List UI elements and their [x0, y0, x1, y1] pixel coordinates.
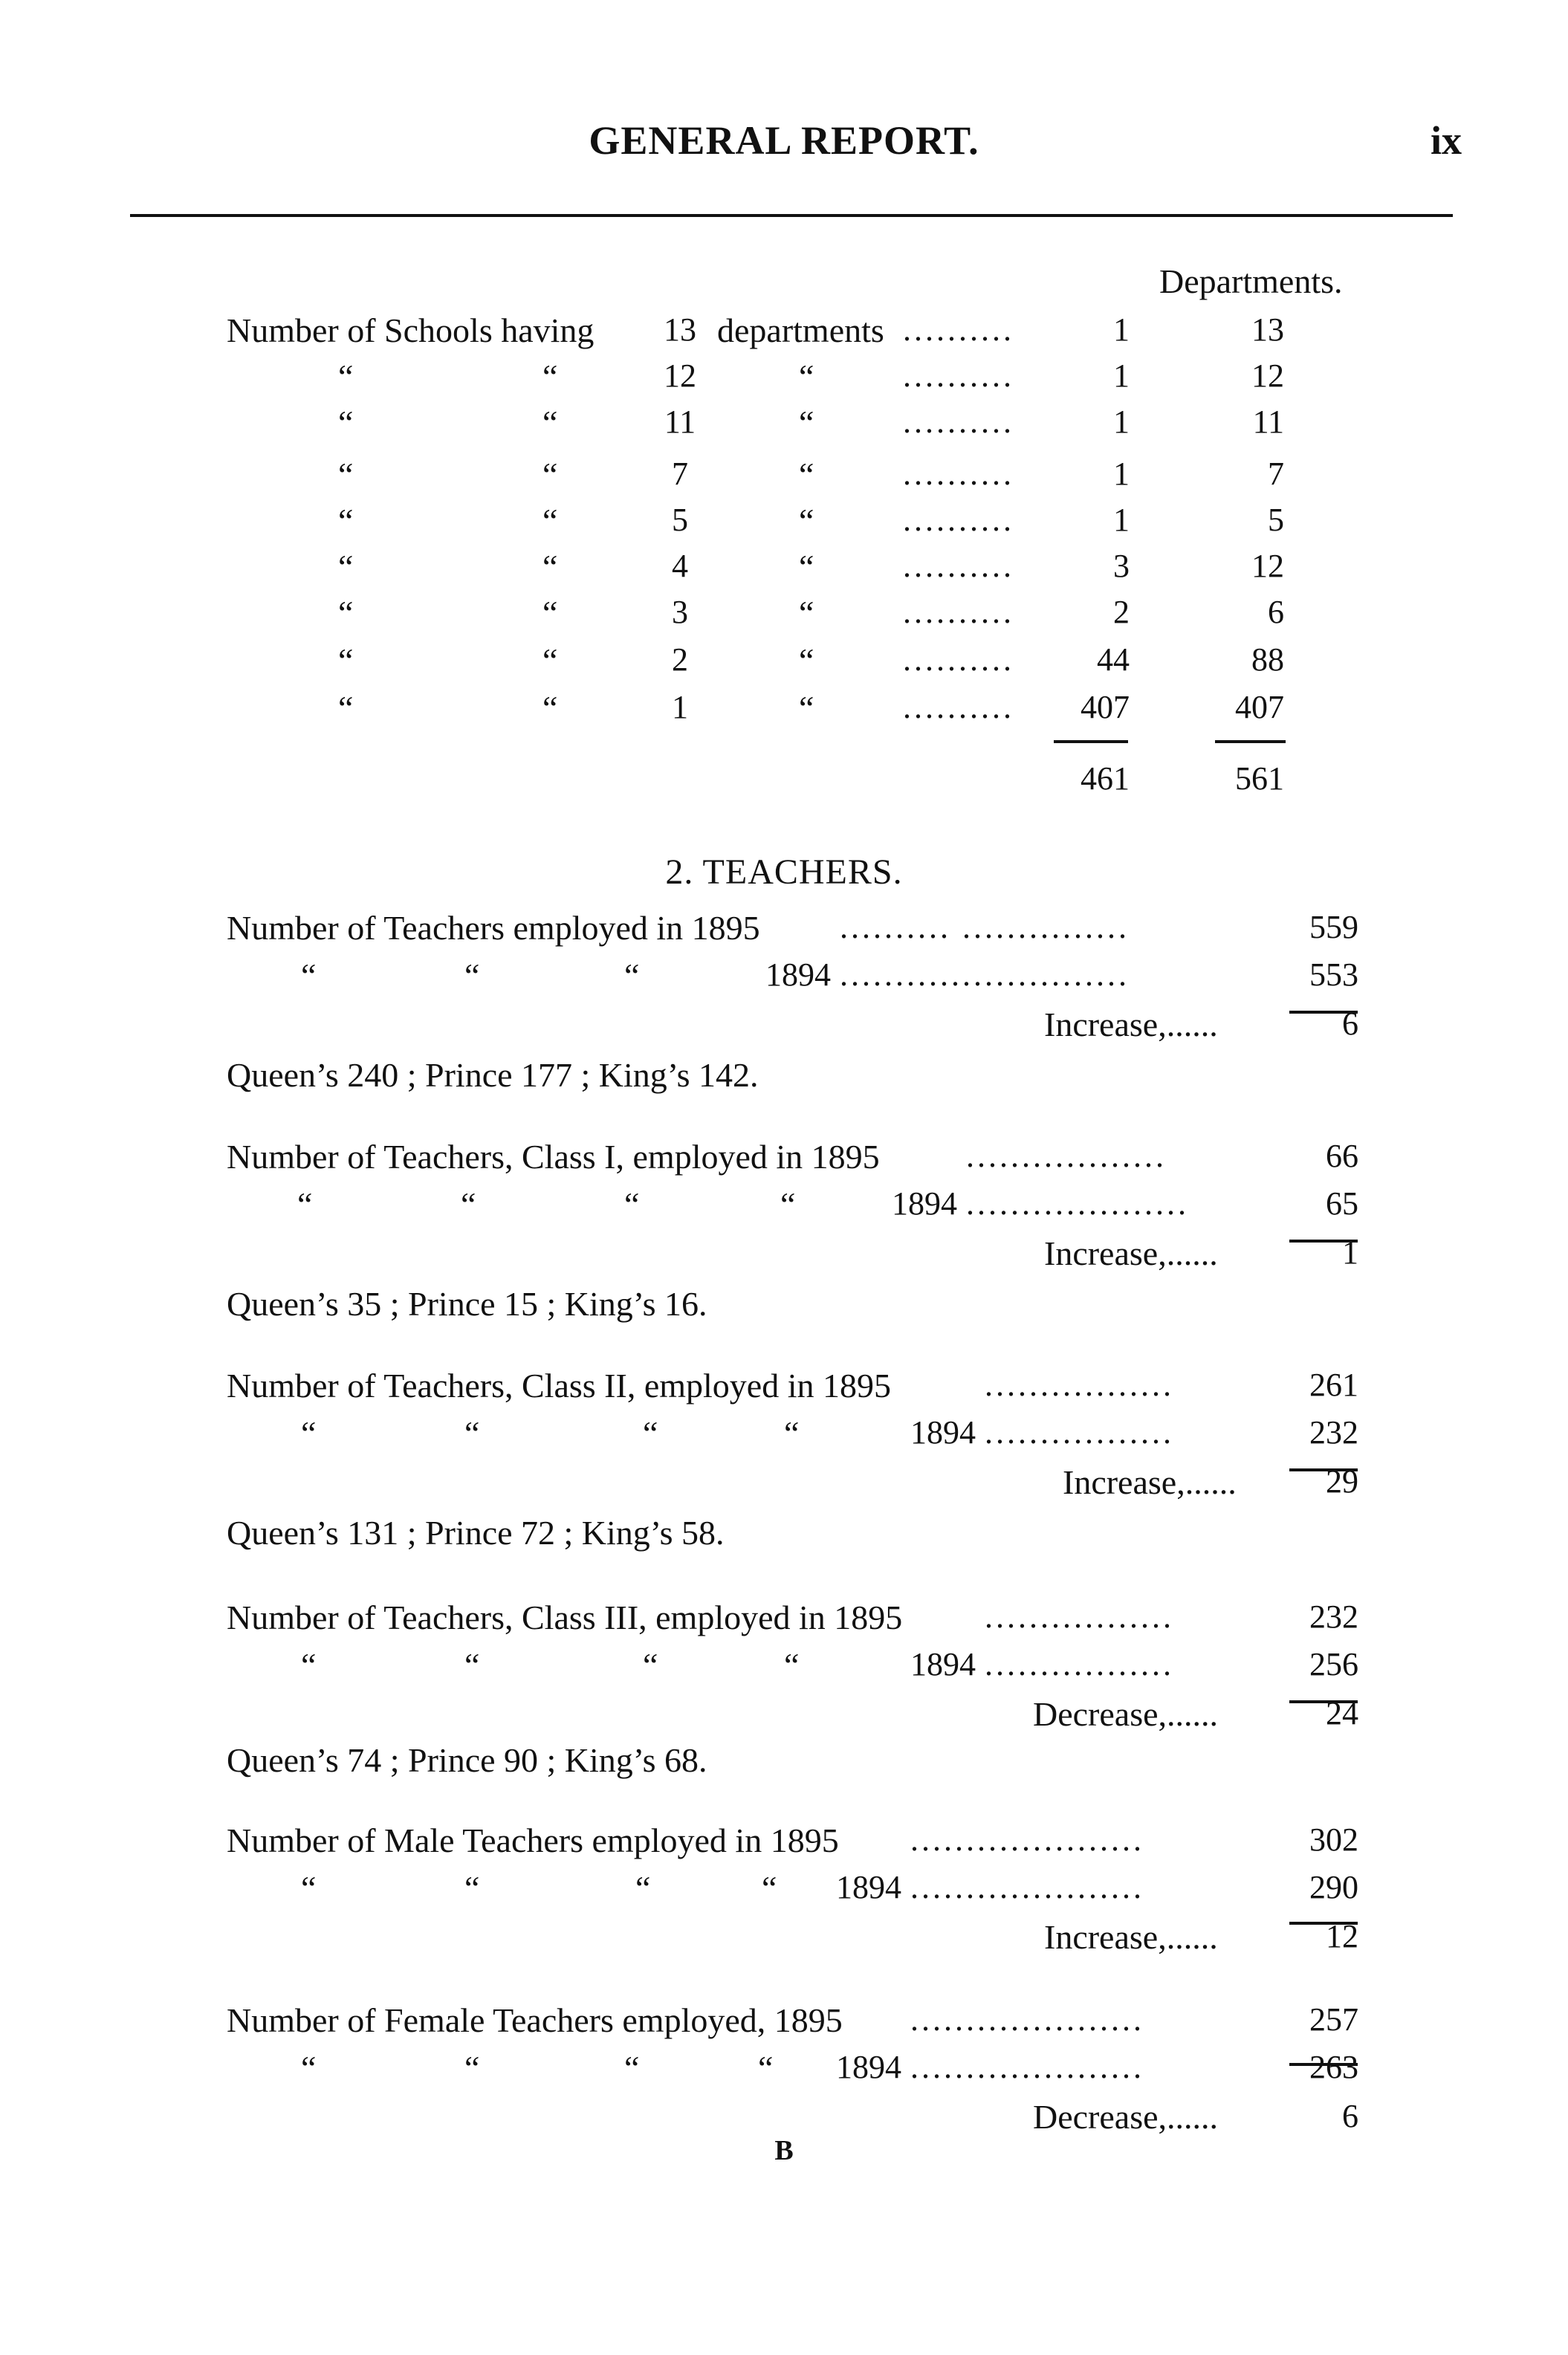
teacher-stat-label: Number of Male Teachers employed in 1895: [227, 1821, 839, 1859]
ditto-mark: “: [464, 1646, 480, 1684]
ditto-mark: “: [635, 1869, 651, 1907]
department-count: 2: [672, 641, 688, 678]
dot-leader: ..........: [903, 404, 1014, 440]
change-label: Increase,......: [1044, 1234, 1218, 1272]
departments-column-header: Departments.: [1159, 262, 1343, 300]
dot-leader: ..........: [903, 311, 1014, 348]
dot-leader: .................: [985, 1598, 1174, 1635]
ditto-mark: “: [542, 357, 558, 395]
ditto-mark: “: [301, 1869, 317, 1907]
department-count: 4: [672, 548, 688, 584]
section-title: 2. TEACHERS.: [665, 852, 903, 892]
ditto-mark: “: [297, 1185, 313, 1223]
change-value: 6: [1342, 1005, 1358, 1042]
ditto-mark: “: [301, 956, 317, 994]
ditto-mark: “: [542, 548, 558, 586]
sum-rule-departments: [1215, 740, 1286, 743]
value-1894: 263: [1309, 2049, 1358, 2085]
ditto-mark: “: [338, 357, 354, 395]
ditto-mark: “: [338, 456, 354, 493]
value-1894: 232: [1309, 1414, 1358, 1451]
change-label: Decrease,......: [1033, 2098, 1219, 2136]
teacher-stat-label: Number of Female Teachers employed, 1895: [227, 2001, 843, 2039]
year-label: 1894: [910, 1414, 976, 1451]
ditto-mark: “: [784, 1646, 800, 1684]
value-1895: 66: [1326, 1138, 1358, 1174]
school-count: 44: [1097, 641, 1130, 678]
department-total: 12: [1251, 548, 1284, 584]
value-1895: 302: [1309, 1821, 1358, 1858]
dot-leader: .....................: [910, 1821, 1144, 1858]
ditto-mark: “: [542, 502, 558, 540]
dot-leader: ..................: [966, 1138, 1167, 1174]
year-label: 1894: [765, 956, 831, 993]
ditto-mark: “: [338, 641, 354, 679]
year-label: 1894: [910, 1646, 976, 1682]
sum-rule-schools: [1054, 740, 1128, 743]
dot-leader: ..........................: [840, 956, 1130, 993]
department-total: 5: [1268, 502, 1284, 538]
ditto-mark: “: [301, 1646, 317, 1684]
ditto-mark: “: [338, 548, 354, 586]
ditto-mark: “: [643, 1646, 658, 1684]
ditto-mark: “: [338, 502, 354, 540]
change-value: 29: [1326, 1463, 1358, 1500]
schools-sum: 461: [1081, 760, 1130, 797]
department-total: 11: [1252, 404, 1284, 440]
school-count: 407: [1081, 689, 1130, 725]
year-label: 1894: [836, 1869, 901, 1905]
teacher-stat-label: Number of Teachers, Class III, employed in 1895: [227, 1598, 903, 1636]
year-label: 1894: [892, 1185, 957, 1222]
dot-leader: ..........: [903, 456, 1014, 492]
ditto-mark: “: [464, 956, 480, 994]
dot-leader: .................: [985, 1646, 1174, 1682]
page-title: GENERAL REPORT.: [589, 118, 979, 163]
value-1895: 257: [1309, 2001, 1358, 2038]
teacher-stat-label: Number of Teachers, Class I, employed in 1895: [227, 1138, 880, 1176]
ditto-mark: “: [464, 1869, 480, 1907]
ditto-mark: “: [338, 594, 354, 632]
dot-leader: .................: [985, 1367, 1174, 1403]
header-rule: [130, 214, 1453, 217]
change-value: 12: [1326, 1918, 1358, 1954]
school-count: 1: [1113, 456, 1130, 492]
dot-leader: ..........: [903, 502, 1014, 538]
department-count: 13: [664, 311, 696, 348]
ditto-mark: “: [799, 404, 814, 441]
ditto-mark: “: [799, 594, 814, 632]
department-count: 12: [664, 357, 696, 394]
ditto-mark: “: [461, 1185, 476, 1223]
ditto-mark: “: [624, 956, 640, 994]
ditto-mark: “: [758, 2049, 774, 2087]
department-count: 7: [672, 456, 688, 492]
change-value: 24: [1326, 1695, 1358, 1732]
ditto-mark: “: [799, 357, 814, 395]
department-total: 7: [1268, 456, 1284, 492]
ditto-mark: “: [799, 641, 814, 679]
value-1894: 256: [1309, 1646, 1358, 1682]
dot-leader: .......... ...............: [840, 909, 1130, 945]
ditto-mark: “: [542, 594, 558, 632]
teacher-stat-label: Number of Teachers employed in 1895: [227, 909, 760, 947]
county-breakdown: Queen’s 74 ; Prince 90 ; King’s 68.: [227, 1741, 707, 1779]
change-label: Decrease,......: [1033, 1695, 1219, 1733]
ditto-mark: “: [799, 502, 814, 540]
ditto-mark: “: [799, 689, 814, 727]
ditto-mark: “: [338, 404, 354, 441]
value-1894: 553: [1309, 956, 1358, 993]
school-count: 1: [1113, 357, 1130, 394]
ditto-mark: “: [464, 2049, 480, 2087]
departments-label: departments: [717, 311, 884, 349]
dot-leader: .................: [985, 1414, 1174, 1451]
school-count: 3: [1113, 548, 1130, 584]
dot-leader: .....................: [910, 2049, 1144, 2085]
value-1895: 232: [1309, 1598, 1358, 1635]
difference-rule: [1289, 2063, 1358, 2066]
department-total: 407: [1235, 689, 1284, 725]
change-value: 1: [1342, 1234, 1358, 1271]
dot-leader: ....................: [966, 1185, 1189, 1222]
school-count: 1: [1113, 502, 1130, 538]
signature-mark: B: [774, 2135, 794, 2166]
value-1894: 290: [1309, 1869, 1358, 1905]
schools-row-label: Number of Schools having: [227, 311, 595, 349]
change-label: Increase,......: [1063, 1463, 1237, 1501]
departments-sum: 561: [1235, 760, 1284, 797]
dot-leader: ..........: [903, 548, 1014, 584]
ditto-mark: “: [784, 1414, 800, 1452]
department-count: 1: [672, 689, 688, 725]
ditto-mark: “: [799, 456, 814, 493]
school-count: 2: [1113, 594, 1130, 630]
ditto-mark: “: [542, 641, 558, 679]
ditto-mark: “: [301, 2049, 317, 2087]
dot-leader: .....................: [910, 2001, 1144, 2038]
county-breakdown: Queen’s 240 ; Prince 177 ; King’s 142.: [227, 1056, 759, 1094]
county-breakdown: Queen’s 35 ; Prince 15 ; King’s 16.: [227, 1285, 707, 1323]
ditto-mark: “: [799, 548, 814, 586]
county-breakdown: Queen’s 131 ; Prince 72 ; King’s 58.: [227, 1514, 725, 1552]
ditto-mark: “: [780, 1185, 796, 1223]
dot-leader: ..........: [903, 357, 1014, 394]
teacher-stat-label: Number of Teachers, Class II, employed in 1895: [227, 1367, 891, 1405]
ditto-mark: “: [624, 2049, 640, 2087]
department-total: 12: [1251, 357, 1284, 394]
value-1895: 559: [1309, 909, 1358, 945]
ditto-mark: “: [301, 1414, 317, 1452]
dot-leader: ..........: [903, 594, 1014, 630]
ditto-mark: “: [542, 404, 558, 441]
school-count: 1: [1113, 404, 1130, 440]
change-value: 6: [1342, 2098, 1358, 2134]
ditto-mark: “: [643, 1414, 658, 1452]
dot-leader: .....................: [910, 1869, 1144, 1905]
department-count: 11: [664, 404, 696, 440]
change-label: Increase,......: [1044, 1005, 1218, 1043]
ditto-mark: “: [542, 456, 558, 493]
year-label: 1894: [836, 2049, 901, 2085]
department-count: 5: [672, 502, 688, 538]
value-1894: 65: [1326, 1185, 1358, 1222]
ditto-mark: “: [464, 1414, 480, 1452]
department-total: 13: [1251, 311, 1284, 348]
value-1895: 261: [1309, 1367, 1358, 1403]
department-total: 88: [1251, 641, 1284, 678]
page-number: ix: [1431, 118, 1462, 163]
ditto-mark: “: [624, 1185, 640, 1223]
department-total: 6: [1268, 594, 1284, 630]
school-count: 1: [1113, 311, 1130, 348]
department-count: 3: [672, 594, 688, 630]
ditto-mark: “: [338, 689, 354, 727]
ditto-mark: “: [762, 1869, 777, 1907]
dot-leader: ..........: [903, 641, 1014, 678]
dot-leader: ..........: [903, 689, 1014, 725]
change-label: Increase,......: [1044, 1918, 1218, 1956]
ditto-mark: “: [542, 689, 558, 727]
